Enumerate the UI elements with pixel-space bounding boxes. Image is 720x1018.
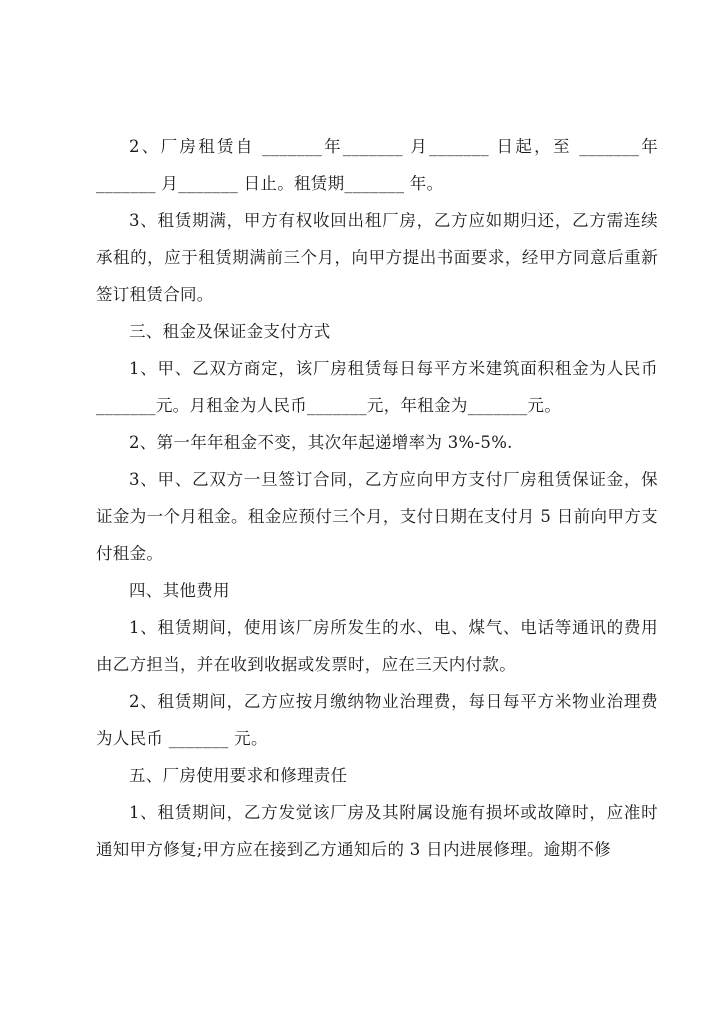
clause-lease-term: 2、厂房租赁自 _______年_______ 月_______ 日起，至 _______年_______ 月_______ 日止。租赁期_______ 年。	[96, 137, 658, 193]
section-heading-usage-repair: 五、厂房使用要求和修理责任	[129, 766, 348, 785]
clause-rent-increase: 2、第一年年租金不变，其次年起递增率为 3%-5%.	[129, 433, 513, 452]
clause-deposit-payment: 3、甲、乙双方一旦签订合同，乙方应向甲方支付厂房租赁保证金，保证金为一个月租金。租金应预付三个月，支付日期在支付月 5 日前向甲方支付租金。	[96, 470, 658, 563]
clause-lease-renewal: 3、租赁期满，甲方有权收回出租厂房，乙方应如期归还，乙方需连续承租的，应于租赁期满前三个月，向甲方提出书面要求，经甲方同意后重新签订租赁合同。	[96, 211, 658, 304]
clause-utility-fees: 1、租赁期间，使用该厂房所发生的水、电、煤气、电话等通讯的费用由乙方担当，并在收到收据或发票时，应在三天内付款。	[96, 618, 658, 674]
clause-rent-amount: 1、甲、乙双方商定，该厂房租赁每日每平方米建筑面积租金为人民币 _______元。月租金为人民币_______元，年租金为_______元。	[96, 359, 658, 415]
document-page	[96, 128, 658, 868]
section-heading-other-fees: 四、其他费用	[129, 581, 230, 600]
section-heading-rent-deposit: 三、租金及保证金支付方式	[129, 322, 331, 341]
clause-repair-notice: 1、租赁期间，乙方发觉该厂房及其附属设施有损坏或故障时，应准时通知甲方修复;甲方应在接到乙方通知后的 3 日内进展修理。逾期不修	[96, 803, 658, 859]
clause-property-fee: 2、租赁期间，乙方应按月缴纳物业治理费，每日每平方米物业治理费为人民币 _______ 元。	[96, 692, 658, 748]
